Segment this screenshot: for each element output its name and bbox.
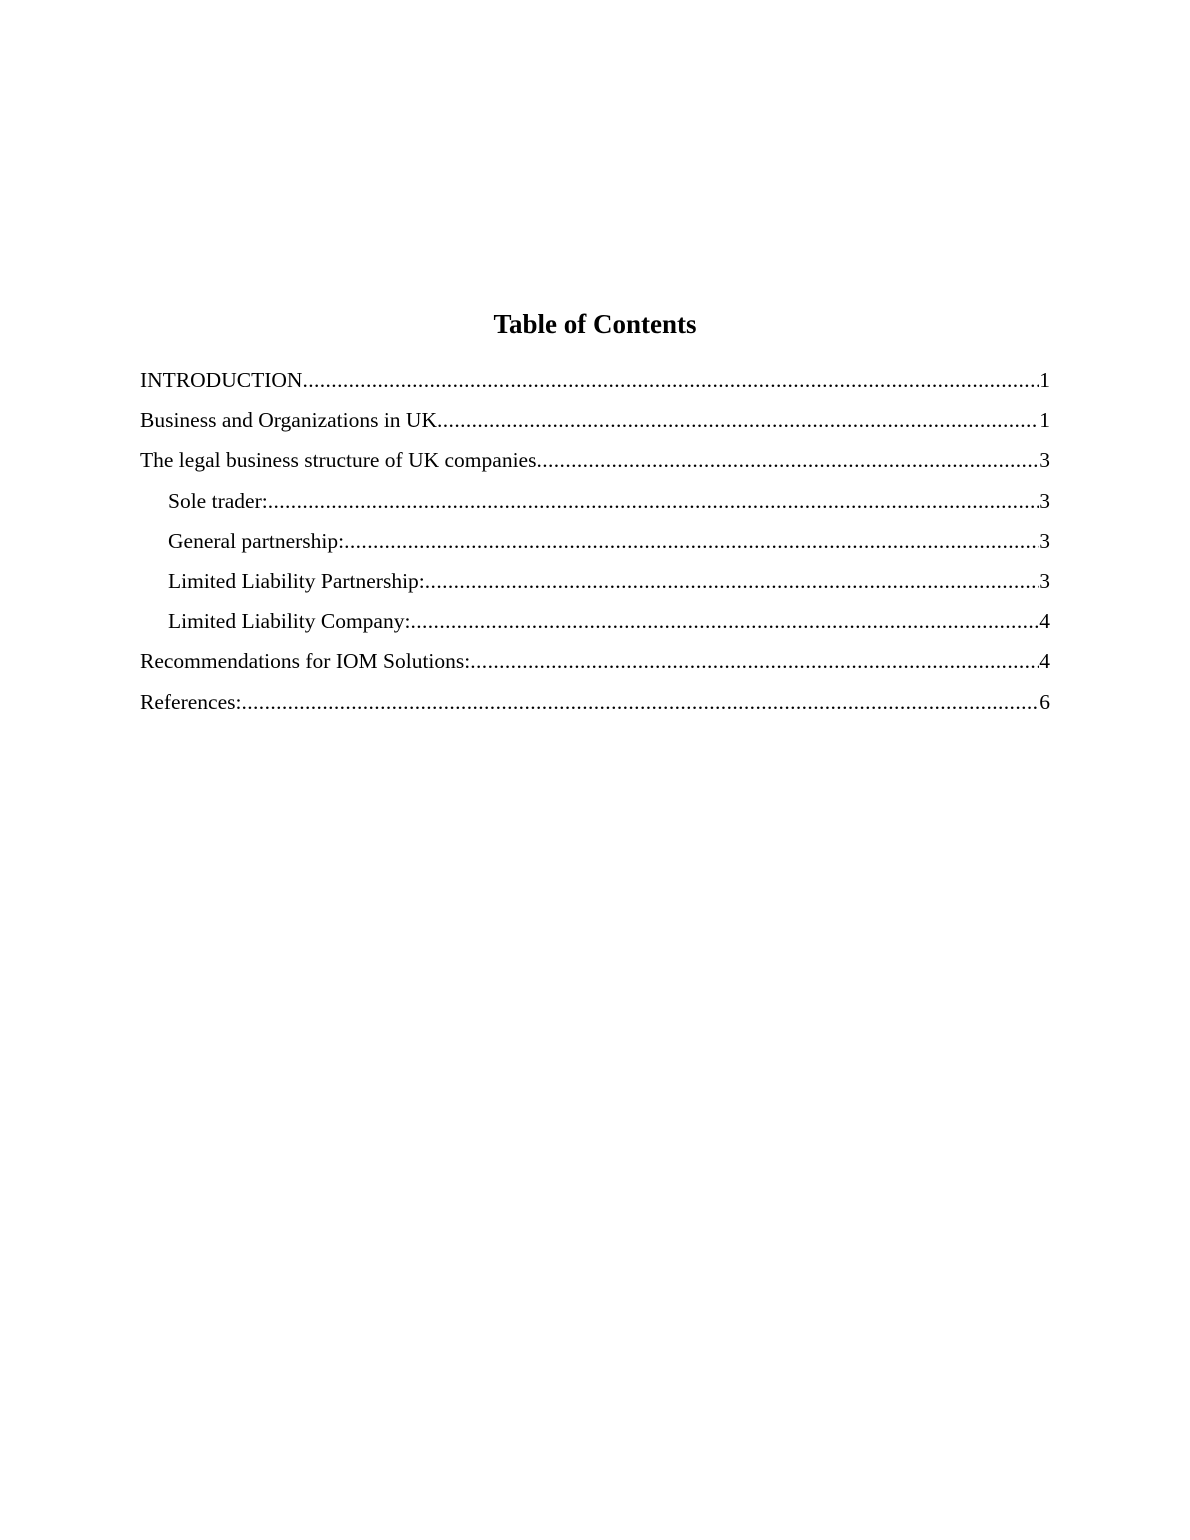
toc-entry-legal-structure[interactable] — [140, 440, 1050, 480]
toc-entry-text: INTRODUCTION — [140, 368, 303, 392]
toc-entry-business-organizations[interactable] — [140, 400, 1050, 440]
toc-entry-text: Business and Organizations in UK — [140, 408, 437, 433]
toc-entry-llp[interactable] — [140, 561, 1050, 601]
toc-page-number: 3 — [1039, 448, 1050, 473]
toc-entry-text: General partnership: — [168, 528, 345, 553]
toc-entry-references[interactable] — [140, 682, 1050, 722]
toc-page-number: 3 — [1039, 528, 1050, 553]
toc-entry-recommendations[interactable] — [140, 641, 1050, 681]
toc-page-number: 6 — [1039, 689, 1050, 714]
toc-entry-text: References: — [140, 689, 242, 714]
toc-entry-text: Sole trader: — [168, 488, 268, 513]
toc-entry-introduction[interactable] — [140, 360, 1050, 400]
toc-entry-text: Recommendations for IOM Solutions: — [140, 649, 471, 674]
toc-dot-leader — [268, 481, 1040, 521]
toc-dot-leader — [425, 561, 1039, 601]
toc-entry-text: The legal business structure of UK companies — [140, 448, 537, 473]
toc-list — [140, 360, 1050, 722]
toc-entry-general-partnership[interactable] — [140, 521, 1050, 561]
toc-page-number: 1 — [1039, 368, 1050, 392]
toc-page-number: 4 — [1039, 649, 1050, 674]
toc-dot-leader — [470, 641, 1039, 681]
toc-dot-leader — [344, 521, 1039, 561]
toc-entry-sole-trader[interactable] — [140, 481, 1050, 521]
toc-dot-leader — [536, 440, 1039, 480]
toc-entry-llc[interactable] — [140, 601, 1050, 641]
toc-title: Table of Contents — [493, 309, 697, 339]
toc-page-number: 3 — [1039, 488, 1050, 513]
toc-dot-leader — [410, 601, 1039, 641]
toc-dot-leader — [437, 400, 1039, 440]
toc-page-number: 3 — [1039, 568, 1050, 593]
toc-dot-leader — [302, 360, 1039, 400]
toc-page-number: 4 — [1039, 609, 1050, 634]
toc-entry-text: Limited Liability Company: — [168, 609, 411, 634]
toc-entry-text: Limited Liability Partnership: — [168, 568, 425, 593]
toc-page-number: 1 — [1039, 408, 1050, 433]
toc-dot-leader — [241, 682, 1039, 722]
